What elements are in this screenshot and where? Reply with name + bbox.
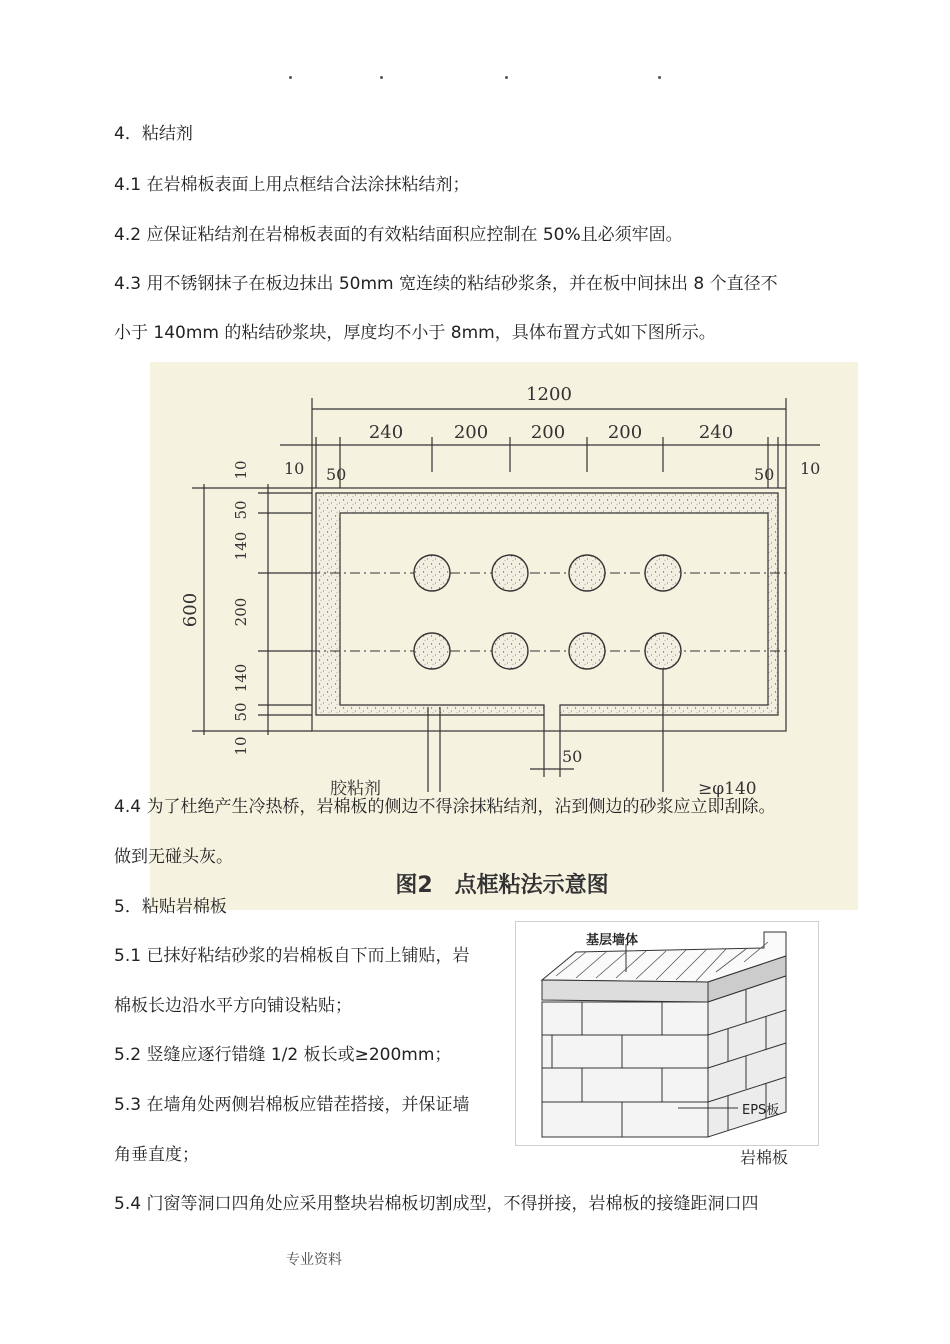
- paragraph-4-4-line1: 4.4 为了杜绝产生冷热桥，岩棉板的侧边不得涂抹粘结剂，沾到侧边的砂浆应立即刮除。: [114, 797, 776, 817]
- dim-top-5: 240: [698, 422, 734, 443]
- figure-2-adhesive-layout: [150, 362, 858, 910]
- adhesive-dot: [414, 633, 450, 669]
- page-footer: 专业资料: [286, 1252, 342, 1268]
- paragraph-4-1: 4.1 在岩棉板表面上用点框结合法涂抹粘结剂；: [114, 175, 470, 195]
- section-heading-5: 5．粘贴岩棉板: [114, 897, 227, 917]
- label-base-wall: 基层墙体: [586, 933, 639, 948]
- dim-left-4: 200: [232, 597, 250, 627]
- paragraph-5-3-line1: 5.3 在墙角处两侧岩棉板应错茬搭接，并保证墙: [114, 1095, 470, 1115]
- figure-wall-corner: [515, 921, 819, 1146]
- paragraph-4-3-line2: 小于 140mm 的粘结砂浆块，厚度均不小于 8mm，具体布置方式如下图所示。: [114, 323, 716, 343]
- adhesive-band: [316, 493, 778, 715]
- label-eps-board: EPS板: [742, 1103, 780, 1118]
- adhesive-dot: [492, 633, 528, 669]
- dim-overall-width: 1200: [526, 384, 572, 405]
- board-outline: [312, 488, 786, 731]
- figure-caption-rockwool: 岩棉板: [740, 1148, 789, 1167]
- paragraph-5-4: 5.4 门窗等洞口四角处应采用整块岩棉板切割成型，不得拼接，岩棉板的接缝距洞口四: [114, 1194, 759, 1214]
- dim-left-7: 10: [232, 736, 250, 756]
- dim-edge-right: 10: [800, 459, 821, 478]
- dim-overall-height: 600: [180, 592, 201, 628]
- dim-edge-left: 10: [284, 459, 305, 478]
- dim-top-3: 200: [530, 422, 566, 443]
- adhesive-dot: [645, 633, 681, 669]
- adhesive-dot: [492, 555, 528, 591]
- label-adhesive: 胶粘剂: [330, 779, 381, 799]
- dim-top-4: 200: [607, 422, 643, 443]
- figure-2-title: 图2 点框粘法示意图: [395, 873, 609, 898]
- adhesive-dot: [569, 555, 605, 591]
- dim-left-5: 140: [232, 663, 250, 693]
- dim-left-2: 50: [232, 500, 250, 520]
- dim-gap: 50: [562, 747, 583, 766]
- adhesive-dot: [569, 633, 605, 669]
- paragraph-4-3-line1: 4.3 用不锈钢抹子在板边抹出 50mm 宽连续的粘结砂浆条，并在板中间抹出 8 个直径不: [114, 274, 778, 294]
- dim-band-left: 50: [326, 465, 347, 484]
- adhesive-dot: [645, 555, 681, 591]
- paragraph-5-1-line1: 5.1 已抹好粘结砂浆的岩棉板自下而上铺贴，岩: [114, 946, 470, 966]
- paragraph-4-4-line2: 做到无碰头灰。: [114, 847, 233, 867]
- label-diameter: ≥φ140: [698, 779, 757, 799]
- dim-left-6: 50: [232, 702, 250, 722]
- header-dot: [380, 76, 383, 79]
- header-dot: [289, 76, 292, 79]
- paragraph-5-1-line2: 棉板长边沿水平方向铺设粘贴；: [114, 996, 352, 1016]
- dim-band-right: 50: [754, 465, 775, 484]
- paragraph-4-2: 4.2 应保证粘结剂在岩棉板表面的有效粘结面积应控制在 50%且必须牢固。: [114, 225, 683, 245]
- dim-top-1: 240: [368, 422, 404, 443]
- dim-left-1: 10: [232, 460, 250, 480]
- header-dot: [658, 76, 661, 79]
- dim-left-3: 140: [232, 531, 250, 561]
- header-dot: [505, 76, 508, 79]
- wall-corner-drawing: [516, 922, 818, 1145]
- figure-2-drawing: [150, 362, 858, 910]
- section-heading-4: 4．粘结剂: [114, 124, 193, 144]
- adhesive-dot: [414, 555, 450, 591]
- dim-top-2: 200: [453, 422, 489, 443]
- paragraph-5-3-line2: 角垂直度；: [114, 1145, 199, 1165]
- header-dots: [0, 76, 950, 86]
- paragraph-5-2: 5.2 竖缝应逐行错缝 1/2 板长或≥200mm；: [114, 1045, 452, 1065]
